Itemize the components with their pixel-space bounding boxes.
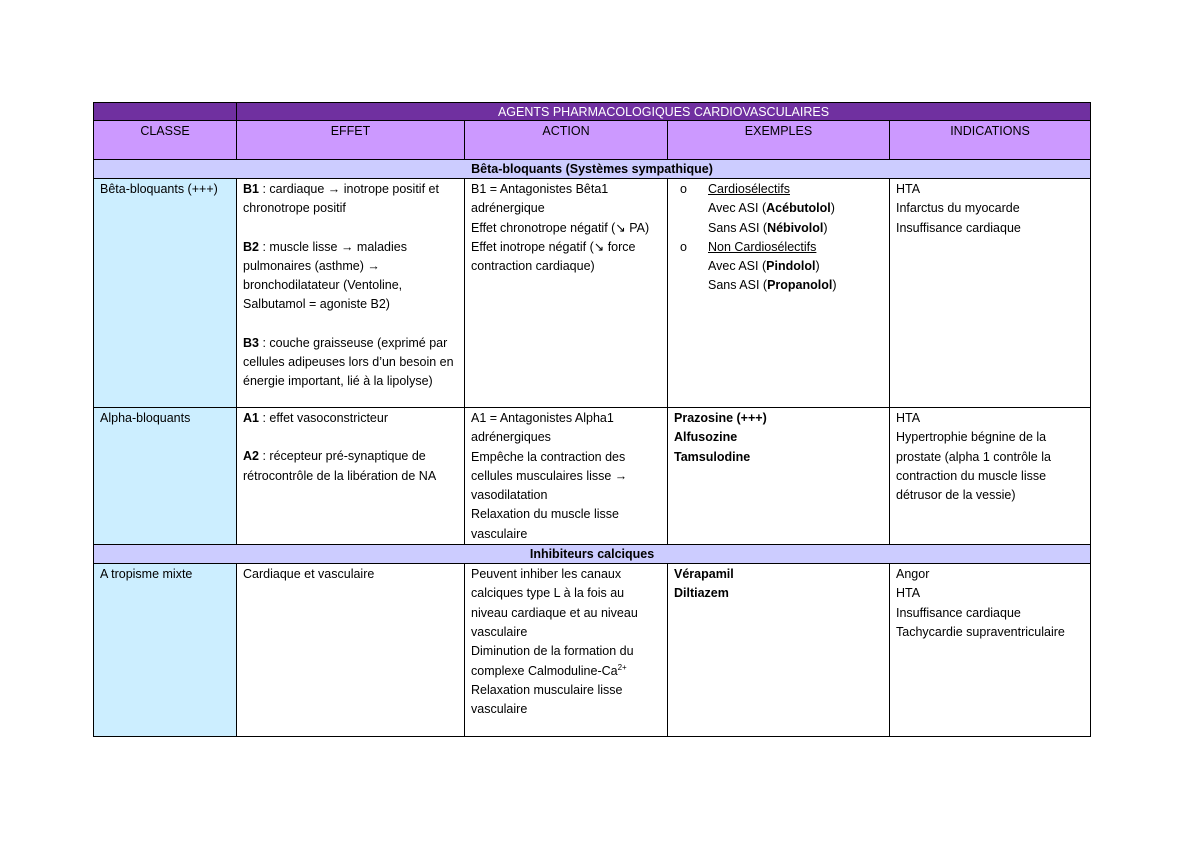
cell-effet <box>237 408 465 545</box>
indication-line: Insuffisance cardiaque <box>896 605 1021 620</box>
section-row-calcium <box>94 545 1091 564</box>
cell-indications <box>890 564 1091 737</box>
ca-superscript: 2+ <box>617 662 627 672</box>
list-item <box>680 180 883 238</box>
exemple-category: Non Cardiosélectifs <box>708 239 817 254</box>
action-line: Effet chronotrope négatif (↘ PA) <box>471 220 650 235</box>
table-title: AGENTS PHARMACOLOGIQUES CARDIOVASCULAIRES <box>237 103 1091 121</box>
list-item <box>680 238 883 296</box>
table-row-beta-bloquants <box>94 179 1091 408</box>
drug-name: Propanolol <box>767 278 833 293</box>
cell-classe <box>94 179 237 408</box>
action-line: B1 = Antagonistes Bêta1 adrénergique <box>471 182 609 216</box>
effet-b2-text: : muscle lisse → maladies pulmonaires (asthme) → bronchodilatateur (Ventoline, Salbutamol = agoniste B2) <box>243 239 407 312</box>
effet-b1-text: : cardiaque → inotrope positif et chronotrope positif <box>243 182 439 216</box>
exemple-sub: Sans ASI (Propanolol) <box>708 278 837 293</box>
cell-action <box>465 408 668 545</box>
drug-name: Prazosine (+++) <box>674 411 767 425</box>
title-corner-cell <box>94 103 237 121</box>
classe-text: Bêta-bloquants (+++) <box>100 182 218 196</box>
exemples-list <box>674 180 883 296</box>
section-title-beta: Bêta-bloquants (Systèmes sympathique) <box>94 160 1091 179</box>
drug-name: Pindolol <box>766 259 816 274</box>
cell-indications <box>890 408 1091 545</box>
classe-text: A tropisme mixte <box>100 567 193 582</box>
drug-name: Diltiazem <box>674 586 729 601</box>
effet-b3-label: B3 <box>243 335 259 350</box>
effet-a2-text: : récepteur pré-synaptique de rétrocontrôle de la libération de NA <box>243 449 437 483</box>
header-action: ACTION <box>465 121 668 160</box>
bullet-icon: o <box>680 182 687 196</box>
drug-name: Alfusozine <box>674 430 738 445</box>
effet-b2-label: B2 <box>243 239 259 254</box>
effet-text: Cardiaque et vasculaire <box>243 567 375 582</box>
exemple-sub: Sans ASI (Nébivolol) <box>708 220 828 235</box>
action-line: Relaxation du muscle lisse vasculaire <box>471 507 619 541</box>
header-exemples: EXEMPLES <box>668 121 890 160</box>
indication-line: Hypertrophie bégnine de la prostate (alpha 1 contrôle la contraction du muscle lisse détrusor de la vessie) <box>896 430 1051 503</box>
indication-line: HTA <box>896 586 921 601</box>
indication-line: HTA <box>896 182 921 196</box>
section-title-calcium: Inhibiteurs calciques <box>94 545 1091 564</box>
title-row <box>94 103 1091 121</box>
drug-name: Vérapamil <box>674 567 734 582</box>
effet-a2-label: A2 <box>243 449 259 464</box>
header-indications: INDICATIONS <box>890 121 1091 160</box>
exemple-sub: Avec ASI (Acébutolol) <box>708 201 835 216</box>
effet-a1-label: A1 <box>243 411 259 425</box>
indication-line: Angor <box>896 567 930 582</box>
drug-name: Acébutolol <box>766 201 831 216</box>
drug-name: Tamsulodine <box>674 449 751 464</box>
cell-exemples <box>668 179 890 408</box>
indication-line: Infarctus du myocarde <box>896 201 1020 216</box>
action-line: Peuvent inhiber les canaux calciques type L à la fois au niveau cardiaque et au niveau vasculaire <box>471 567 638 639</box>
cell-action <box>465 564 668 737</box>
action-line: Relaxation musculaire lisse vasculaire <box>471 682 623 717</box>
cell-effet <box>237 564 465 737</box>
effet-b3-text: : couche graisseuse (exprimé par cellules adipeuses lors d’un besoin en énergie important, lié à la lipolyse) <box>243 335 454 389</box>
drug-name: Nébivolol <box>767 220 824 235</box>
action-line: Empêche la contraction des cellules musculaires lisse → vasodilatation <box>471 449 628 503</box>
pharmacology-table <box>93 102 1091 737</box>
indication-line: Tachycardie supraventriculaire <box>896 624 1065 639</box>
action-line: Diminution de la formation du complexe Calmoduline-$Ca^{2+}$ <box>471 644 634 678</box>
exemple-category: Cardiosélectifs <box>708 182 790 196</box>
action-line: Effet inotrope négatif (↘ force contraction cardiaque) <box>471 239 636 274</box>
cell-classe <box>94 564 237 737</box>
classe-text: Alpha-bloquants <box>100 411 191 425</box>
header-row <box>94 121 1091 160</box>
exemple-sub: Avec ASI (Pindolol) <box>708 259 820 274</box>
effet-a1-text: : effet vasoconstricteur <box>258 411 388 425</box>
bullet-icon: o <box>680 239 687 254</box>
indication-line: Insuffisance cardiaque <box>896 220 1021 235</box>
cell-indications <box>890 179 1091 408</box>
cell-action <box>465 179 668 408</box>
action-line: A1 = Antagonistes Alpha1 adrénergiques <box>471 411 614 445</box>
section-row-beta <box>94 160 1091 179</box>
cell-exemples <box>668 564 890 737</box>
table-row-alpha-bloquants <box>94 408 1091 545</box>
header-classe: CLASSE <box>94 121 237 160</box>
cell-classe <box>94 408 237 545</box>
header-effet: EFFET <box>237 121 465 160</box>
table-row-tropisme-mixte <box>94 564 1091 737</box>
cell-exemples <box>668 408 890 545</box>
effet-b1-label: B1 <box>243 182 259 196</box>
cell-effet <box>237 179 465 408</box>
indication-line: HTA <box>896 411 921 425</box>
